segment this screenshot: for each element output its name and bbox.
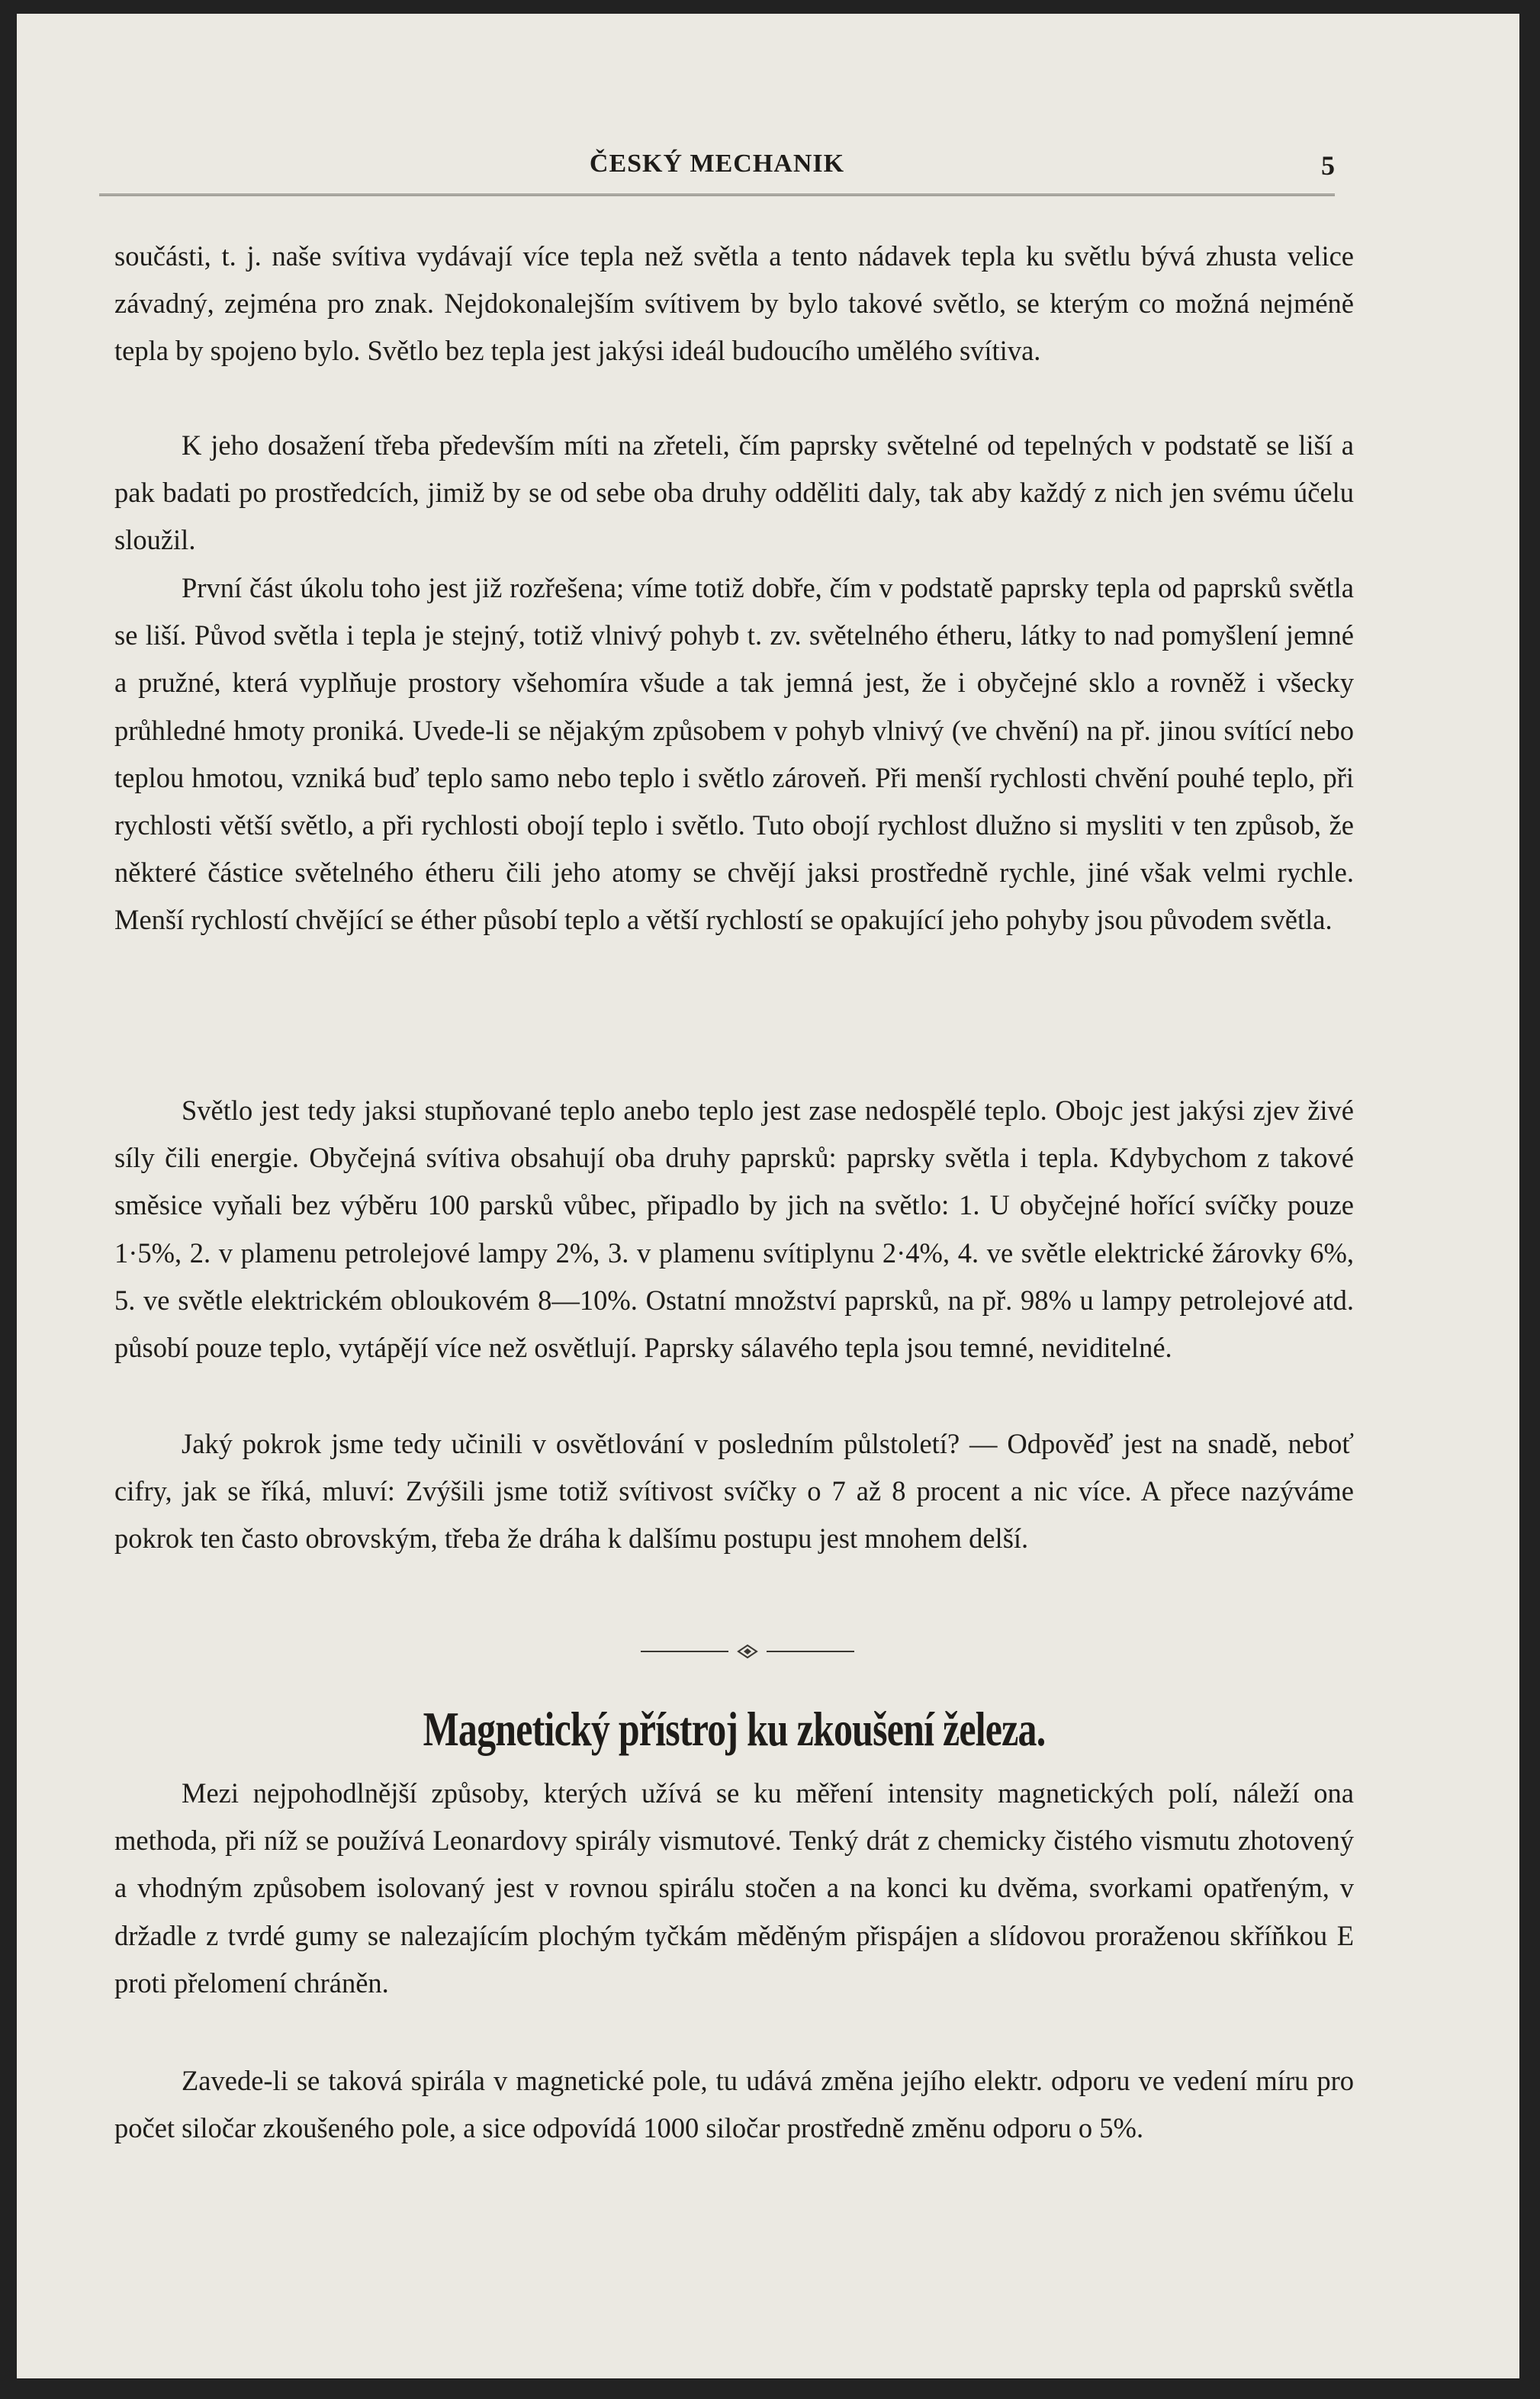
page-number: 5 [1321, 150, 1335, 181]
section-divider-ornament [641, 1644, 854, 1659]
running-header [99, 150, 1335, 188]
section-paragraph-1: Mezi nejpohodlnější způsoby, kterých užívá se ku měření intensity magnetických polí, náleží ona methoda, při níž se používá Leonardovy spirály vismutové. Tenký drát z chemicky čistého vismutu zhotovený a vhodným způsobem isolovaný jest v rovnou spirálu stočen a na konci ku dvěma, svorkami opatřeným, v držadle z tvrdé gumy se nalezajícím plochým tyčkám měděným přispájen a slídovou proraženou skříňkou E proti přelomení chráněn. [114, 1777, 1354, 1999]
section-title: Magnetický přístroj ku zkoušení železa. [423, 1702, 1046, 1756]
paragraph-5: Jaký pokrok jsme tedy učinili v osvětlování v posledním půlstoletí? — Odpověď jest na snadě, neboť cifry, jak se říká, mluví: Zvýšili jsme totiž svítivost svíčky o 7 až 8 procent a nic více. A přece nazýváme pokrok ten často obrovským, třeba že dráha k dalšímu postupu jest mnohem delší. [114, 1428, 1354, 1555]
section-paragraph-2: Zavede-li se taková spirála v magnetické pole, tu udává změna jejího elektr. odporu ve vedení míru pro počet siločar zkoušeného pole, a sice odpovídá 1000 siločar prostředně změnu odporu o 5%. [114, 2065, 1354, 2144]
header-rule [99, 194, 1335, 196]
paragraph-3: První část úkolu toho jest již rozřešena; víme totiž dobře, čím v podstatě paprsky tepla od paprsků světla se liší. Původ světla i tepla je stejný, totiž vlnivý pohyb t. zv. světelného étheru, látky to nad pomyšlení jemné a pružné, která vyplňuje prostory všehomíra všude a tak jemná jest, že i obyčejné sklo a rovněž i všecky průhledné hmoty proniká. Uvede-li se nějakým způsobem v pohyb vlnivý (ve chvění) na př. jinou svítící nebo teplou hmotou, vzniká buď teplo samo nebo teplo i světlo zároveň. Při menší rychlosti chvění pouhé teplo, při rychlosti větší světlo, a při rychlosti obojí teplo i světlo. Tuto obojí rychlost dlužno si mysliti v ten způsob, že některé částice světelného étheru čili jeho atomy se chvějí jaksi prostředně rychle, jiné však velmi rychle. Menší rychlostí chvějící se éther působí teplo a větší rychlostí se opakující jeho pohyby jsou původem světla. [114, 572, 1354, 936]
paragraph-1: součásti, t. j. naše svítiva vydávají více tepla než světla a tento nádavek tepla ku světlu bývá zhusta velice závadný, zejména pro znak. Nejdokonalejším svítivem by bylo takové světlo, se kterým co možná nejméně tepla by spojeno bylo. Světlo bez tepla jest jakýsi ideál budoucího umělého svítiva. [114, 240, 1354, 367]
paragraph-4: Světlo jest tedy jaksi stupňované teplo anebo teplo jest zase nedospělé teplo. Obojc jest jakýsi zjev živé síly čili energie. Obyčejná svítiva obsahují oba druhy paprsků: paprsky světla i tepla. Kdybychom z takové směsice vyňali bez výběru 100 parsků vůbec, připadlo by jich na světlo: 1. U obyčejné hořící svíčky pouze 1·5%, 2. v plamenu petrolejové lampy 2%, 3. v plamenu svítiplynu 2·4%, 4. ve světle elektrické žárovky 6%, 5. ve světle elektrickém obloukovém 8—10%. Ostatní množství paprsků, na př. 98% u lampy petrolejové atd. působí pouze teplo, vytápějí více než osvětlují. Paprsky sálavého tepla jsou temné, neviditelné. [114, 1095, 1354, 1364]
paragraph-2: K jeho dosažení třeba především míti na zřeteli, čím paprsky světelné od tepelných v podstatě se liší a pak badati po prostředcích, jimiž by se od sebe oba druhy odděliti daly, tak aby každý z nich jen svému účelu sloužil. [114, 429, 1354, 556]
running-title: ČESKÝ MECHANIK [589, 150, 845, 178]
